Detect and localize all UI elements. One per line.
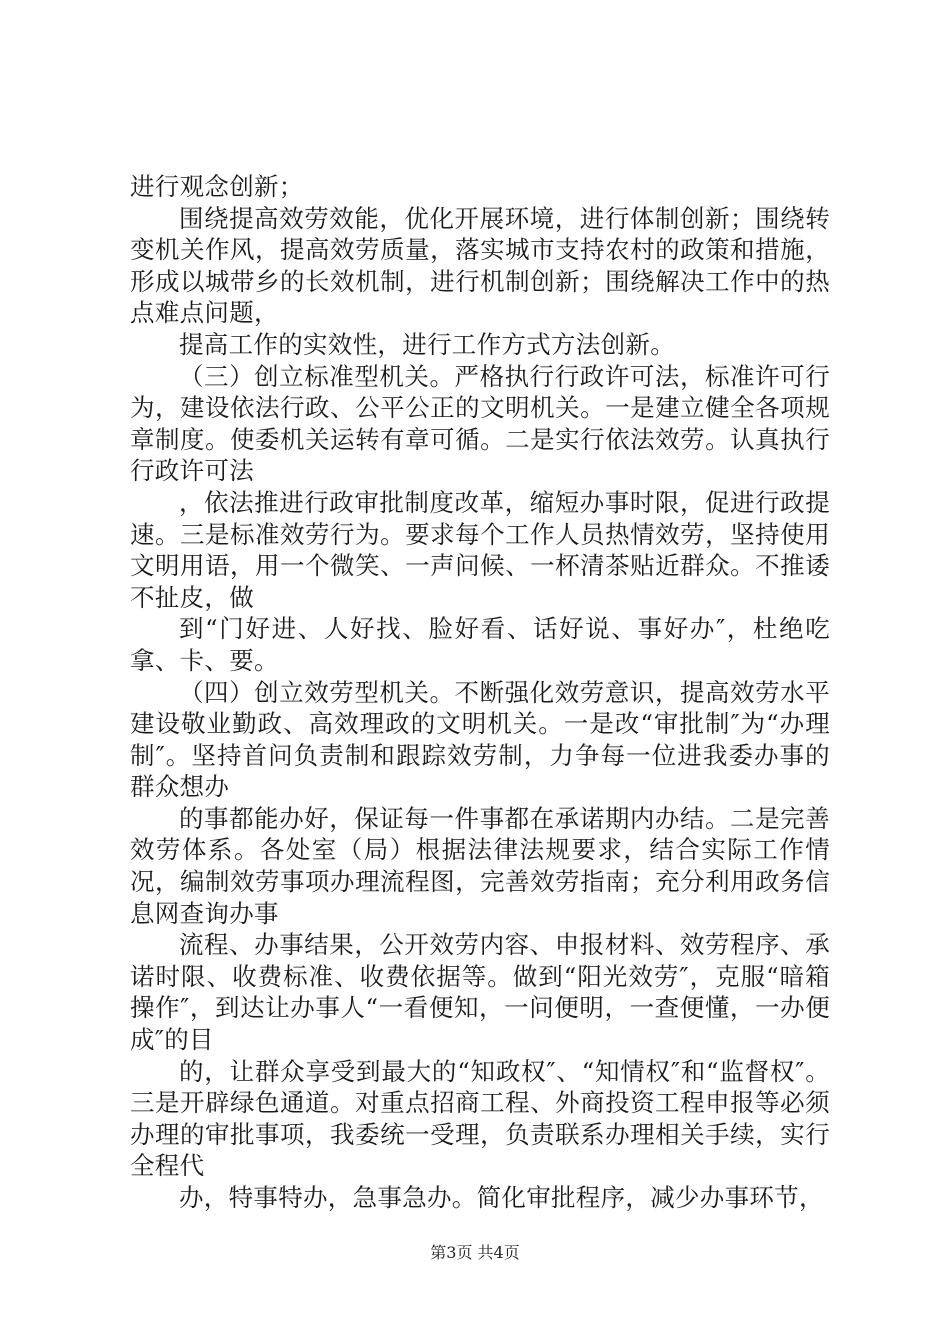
paragraph-7: （四）创立效劳型机关。不断强化效劳意识，提高效劳水平建设敬业勤政、高效理政的文明机关。一是改“审批制″为“办理制″。坚持首问负责制和跟踪效劳制，力争每一位进我委办事的群众想办 — [130, 677, 830, 802]
paragraph-2: 围绕提高效劳效能，优化开展环境，进行体制创新；围绕转变机关作风，提高效劳质量，落实城市支持农村的政策和措施，形成以城带乡的长效机制，进行机制创新；围绕解决工作中的热点难点问题， — [130, 203, 830, 328]
paragraph-1: 进行观念创新； — [130, 172, 304, 201]
paragraph-4: （三）创立标准型机关。严格执行行政许可法，标准许可行为，建设依法行政、公平公正的文明机关。一是建立健全各项规章制度。使委机关运转有章可循。二是实行依法效劳。认真执行行政许可法 — [130, 361, 830, 486]
page-number-footer: 第3页 共4页 — [430, 1243, 520, 1262]
paragraph-6: 到“门好进、人好找、脸好看、话好说、事好办″，杜绝吃拿、卡、要。 — [130, 614, 830, 675]
document-body — [130, 171, 830, 1214]
paragraph-3: 提高工作的实效性，进行工作方式方法创新。 — [179, 329, 675, 359]
paragraph-10: 的，让群众享受到最大的“知政权″、“知情权″和“监督权″。三是开辟绿色通道。对重点招商工程、外商投资工程申报等必须办理的审批事项，我委统一受理，负责联系办理相关手续，实行全程代 — [130, 1056, 830, 1181]
paragraph-11: 办，特事特办，急事急办。简化审批程序，减少办事环节， — [179, 1183, 824, 1212]
paragraph-8: 的事都能办好，保证每一件事都在承诺期内办结。二是完善效劳体系。各处室（局）根据法律法规要求，结合实际工作情况，编制效劳事项办理流程图，完善效劳指南；充分利用政务信息网查询办事 — [130, 803, 830, 928]
paragraph-9: 流程、办事结果，公开效劳内容、申报材料、效劳程序、承诺时限、收费标准、收费依据等。做到“阳光效劳″，克服“暗箱操作″，到达让办事人“一看便知，一问便明，一查便懂，一办便成″的目 — [130, 930, 830, 1055]
paragraph-5: ，依法推进行政审批制度改革，缩短办事时限，促进行政提速。三是标准效劳行为。要求每个工作人员热情效劳，坚持使用文明用语，用一个微笑、一声问候、一杯清茶贴近群众。不推诿不扯皮，做 — [130, 487, 830, 612]
